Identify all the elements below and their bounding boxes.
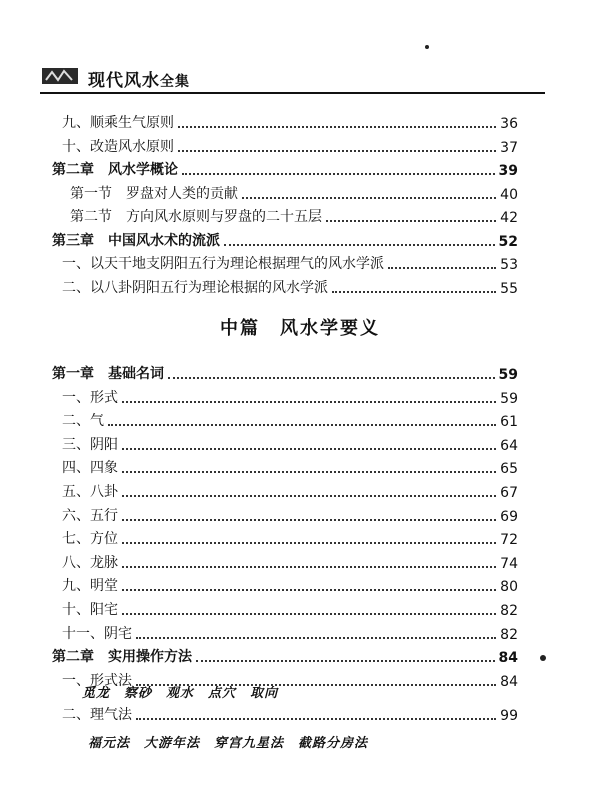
toc-entry <box>52 134 518 156</box>
dot-leader <box>242 196 496 199</box>
print-speck <box>540 655 546 661</box>
toc-entry <box>52 621 518 643</box>
dot-leader <box>182 172 495 175</box>
toc-entry-page: 82 <box>500 603 518 619</box>
toc-entry <box>52 228 518 250</box>
toc-entry <box>52 275 518 297</box>
dot-leader <box>122 400 496 403</box>
method-name: 点穴 <box>208 686 237 701</box>
toc-entry-page: 82 <box>500 626 518 643</box>
toc-entry-title: 九、明堂 <box>62 578 118 595</box>
print-speck <box>425 45 429 49</box>
toc-entry-page: 74 <box>500 555 518 572</box>
method-name: 大游年法 <box>144 736 201 751</box>
toc-entry-page: 65 <box>500 461 518 478</box>
toc-entry-page: 59 <box>500 390 518 407</box>
dot-leader <box>224 243 495 246</box>
toc-entry-page: 84 <box>498 650 518 667</box>
method-name: 穿宫九星法 <box>214 736 285 751</box>
toc-entry-title: 五、八卦 <box>62 484 118 500</box>
toc-entry-page: 99 <box>500 708 518 724</box>
dot-leader <box>122 541 496 544</box>
toc-entry-title: 第二节 方向风水原则与罗盘的二十五层 <box>70 209 322 225</box>
page-header <box>40 62 545 94</box>
toc-entry <box>52 110 518 132</box>
toc-entry-page: 84 <box>500 673 518 690</box>
toc-entry-title: 十、改造风水原则 <box>62 138 174 155</box>
toc-entry-title: 六、五行 <box>62 507 118 524</box>
toc-entry-title: 二、气 <box>62 413 104 430</box>
dot-leader <box>108 423 496 426</box>
dot-leader <box>122 612 496 615</box>
toc-entry-title: 十、阳宅 <box>62 602 118 618</box>
dot-leader <box>178 149 496 152</box>
dot-leader <box>122 494 496 497</box>
dot-leader <box>122 565 496 568</box>
toc-entry-title: 二、以八卦阴阳五行为理论根据的风水学派 <box>62 279 328 296</box>
toc-entry-page: 59 <box>498 367 518 383</box>
toc-entry <box>52 479 518 501</box>
toc-entry-title: 第二章 实用操作方法 <box>52 649 192 666</box>
dot-leader <box>332 290 496 293</box>
dot-leader <box>136 636 496 639</box>
toc-entry-page: 52 <box>498 233 518 250</box>
toc-entry-title: 九、顺乘生气原则 <box>62 115 174 131</box>
toc-entry-title: 第一章 基础名词 <box>52 366 164 382</box>
toc-entry-page: 40 <box>500 186 518 203</box>
toc-entry-title: 第三章 中国风水术的流派 <box>52 232 220 249</box>
toc-entry-title: 第一节 罗盘对人类的贡献 <box>70 185 238 202</box>
toc-entry-title: 二、理气法 <box>62 707 132 723</box>
toc-entry <box>52 644 518 666</box>
method-name: 觅龙 <box>82 686 111 701</box>
dot-leader <box>122 470 496 473</box>
toc-entry-page: 61 <box>500 414 518 431</box>
method-list-2 <box>88 732 382 751</box>
dot-leader <box>136 717 496 720</box>
toc-entry <box>52 550 518 572</box>
toc-entry <box>52 181 518 203</box>
toc-entry-title: 四、四象 <box>62 460 118 477</box>
dot-leader <box>122 518 496 521</box>
toc-entry <box>52 204 518 226</box>
method-name: 观水 <box>166 686 195 701</box>
toc-entry-page: 69 <box>500 508 518 525</box>
toc-entry <box>52 573 518 595</box>
toc-entry <box>52 432 518 454</box>
toc-entry-page: 80 <box>500 579 518 596</box>
dot-leader <box>196 659 495 662</box>
dot-leader <box>122 447 496 450</box>
toc-entry-page: 42 <box>500 210 518 226</box>
toc-entry-title: 第二章 风水学概论 <box>52 162 178 178</box>
toc-entry <box>52 503 518 525</box>
method-name: 取向 <box>250 686 279 701</box>
toc-entry <box>52 408 518 430</box>
dot-leader <box>388 266 496 269</box>
toc-entry-title: 十一、阴宅 <box>62 625 132 642</box>
dot-leader <box>178 125 496 128</box>
method-name: 察砂 <box>124 686 153 701</box>
method-name: 截路分房法 <box>298 736 369 751</box>
toc-entry <box>52 702 518 724</box>
toc-entry <box>52 157 518 179</box>
toc-entry-title: 一、形式法 <box>62 672 132 689</box>
book-title: 现代风水全集 <box>88 71 190 91</box>
toc-entry-page: 36 <box>500 116 518 132</box>
toc-entry-title: 一、形式 <box>62 389 118 406</box>
decorative-logo-icon <box>42 66 78 86</box>
toc-entry-title: 一、以天干地支阴阳五行为理论根据理气的风水学派 <box>62 256 384 272</box>
toc-entry-page: 53 <box>500 257 518 273</box>
dot-leader <box>326 219 496 222</box>
toc-entry-page: 72 <box>500 532 518 549</box>
method-list-1 <box>82 682 292 701</box>
toc-entry-page: 39 <box>498 163 518 179</box>
toc-entry-title: 七、方位 <box>62 531 118 548</box>
toc-entry-title: 三、阴阳 <box>62 436 118 453</box>
toc-entry <box>52 597 518 619</box>
toc-entry <box>52 385 518 407</box>
dot-leader <box>122 588 496 591</box>
dot-leader <box>168 376 495 379</box>
toc-entry <box>52 361 518 383</box>
toc-entry-page: 37 <box>500 139 518 156</box>
toc-entry-title: 八、龙脉 <box>62 554 118 571</box>
toc-entry-page: 55 <box>500 280 518 297</box>
toc-entry-page: 67 <box>500 485 518 501</box>
toc-entry <box>52 526 518 548</box>
part-title: 中篇 风水学要义 <box>220 318 380 339</box>
method-name: 福元法 <box>88 736 131 751</box>
toc-entry <box>52 455 518 477</box>
toc-entry-page: 64 <box>500 437 518 454</box>
toc-entry <box>52 251 518 273</box>
